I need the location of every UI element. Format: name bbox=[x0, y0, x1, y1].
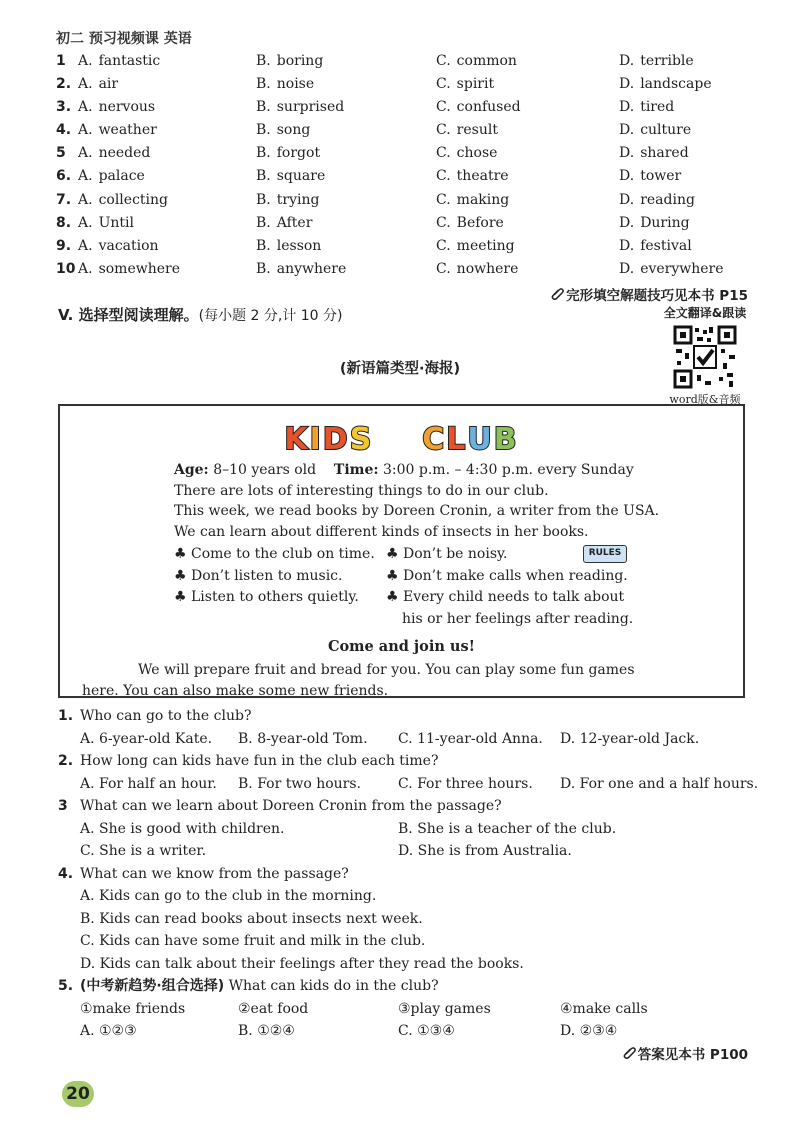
question-number: 6. bbox=[56, 168, 72, 185]
choice-item: ①make friends bbox=[80, 1000, 186, 1017]
option-c: C. theatre bbox=[436, 168, 509, 185]
question-1: 1. Who can go to the club? A. 6-year-old Kate. B. 8-year-old Tom. C. 11-year-old Anna. D. 12-year-old Jack. bbox=[58, 705, 758, 750]
option-c: C. making bbox=[436, 191, 510, 208]
question-tag: (中考新趋势·组合选择) bbox=[80, 978, 225, 994]
option-c: C. meeting bbox=[436, 237, 515, 254]
cloze-row bbox=[56, 189, 756, 212]
choice-item: ②eat food bbox=[238, 1000, 309, 1017]
cloze-row bbox=[56, 50, 756, 73]
answer-option[interactable]: A. For half an hour. bbox=[80, 775, 217, 792]
poster-title bbox=[60, 422, 743, 457]
option-b: B. boring bbox=[256, 53, 324, 69]
question-number: 3. bbox=[56, 99, 72, 116]
passage-type: (新语篇类型·海报) bbox=[339, 361, 461, 377]
kids-club-poster bbox=[58, 404, 745, 698]
answer-option[interactable]: B. She is a teacher of the club. bbox=[398, 820, 617, 837]
option-b: B. surprised bbox=[256, 99, 345, 116]
option-d: D. tired bbox=[619, 99, 675, 116]
poster-line: We can learn about different kinds of insects in her books. bbox=[174, 523, 589, 540]
option-b: B. lesson bbox=[256, 237, 322, 254]
question-number: 1 bbox=[56, 53, 66, 69]
answer-option[interactable]: D. 12-year-old Jack. bbox=[560, 730, 700, 747]
option-d: D. shared bbox=[619, 145, 689, 162]
rule-item: ♣ Listen to others quietly. bbox=[174, 589, 359, 605]
option-b: B. After bbox=[256, 214, 313, 231]
poster-title-kids: KIDS bbox=[284, 422, 374, 457]
option-d: D. everywhere bbox=[619, 260, 724, 277]
answer-option[interactable]: C. Kids can have some fruit and milk in the club. bbox=[80, 933, 426, 949]
answer-option[interactable]: D. Kids can talk about their feelings after they read the books. bbox=[80, 955, 524, 972]
option-a: A. nervous bbox=[78, 99, 156, 116]
poster-closing: We will prepare fruit and bread for you. You can play some fun games here. You can also make some new friends. bbox=[82, 662, 635, 699]
answer-option[interactable]: D. ②③④ bbox=[560, 1023, 618, 1039]
poster-info bbox=[174, 460, 734, 542]
answer-option[interactable]: C. For three hours. bbox=[398, 775, 533, 792]
option-d: D. culture bbox=[619, 122, 692, 139]
answer-option[interactable]: B. 8-year-old Tom. bbox=[238, 730, 368, 747]
rule-item: ♣ Come to the club on time. bbox=[174, 546, 375, 562]
answer-option[interactable]: A. She is good with children. bbox=[80, 820, 285, 837]
cloze-row bbox=[56, 235, 756, 258]
cloze-row bbox=[56, 119, 756, 142]
cloze-tip: 完形填空解题技巧见本书 P15 bbox=[550, 284, 748, 304]
rule-item: ♣ Don’t make calls when reading. bbox=[386, 567, 628, 584]
answer-option[interactable]: B. Kids can read books about insects next week. bbox=[80, 910, 423, 927]
option-a: A. fantastic bbox=[78, 53, 161, 69]
cloze-row bbox=[56, 165, 756, 188]
question-number: 7. bbox=[56, 191, 72, 208]
answer-option[interactable]: A. ①②③ bbox=[80, 1023, 137, 1039]
rule-item: ♣ Every child needs to talk about bbox=[386, 589, 625, 605]
rules-badge: RULES bbox=[583, 545, 627, 563]
option-d: D. tower bbox=[619, 168, 682, 185]
cloze-row bbox=[56, 212, 756, 235]
answer-tip: 答案见本书 P100 bbox=[622, 1043, 748, 1063]
question-number: 10 bbox=[56, 260, 76, 277]
question-3: 3 What can we learn about Doreen Cronin from the passage? A. She is good with children. B. She is a teacher of the club. C. She is a writer. D. She is from Australia. bbox=[58, 795, 758, 863]
option-b: B. noise bbox=[256, 76, 315, 93]
option-c: C. Before bbox=[436, 214, 504, 231]
answer-option[interactable]: A. 6-year-old Kate. bbox=[80, 730, 213, 747]
option-a: A. needed bbox=[78, 145, 151, 162]
answer-option[interactable]: C. She is a writer. bbox=[80, 843, 207, 859]
question-2: 2. How long can kids have fun in the club each time? A. For half an hour. B. For two hours. C. For three hours. D. For one and a half hours. bbox=[58, 750, 758, 795]
poster-line: This week, we read books by Doreen Cronin, a writer from the USA. bbox=[174, 503, 660, 519]
question-number: 5 bbox=[56, 145, 66, 162]
answer-option[interactable]: D. She is from Australia. bbox=[398, 843, 572, 859]
option-c: C. confused bbox=[436, 99, 521, 116]
option-c: C. spirit bbox=[436, 76, 495, 93]
question-number: 2. bbox=[56, 76, 72, 93]
option-d: D. terrible bbox=[619, 53, 694, 69]
option-c: C. result bbox=[436, 122, 498, 139]
answer-option[interactable]: A. Kids can go to the club in the morning. bbox=[80, 888, 377, 904]
option-a: A. weather bbox=[78, 122, 157, 139]
option-a: A. somewhere bbox=[78, 260, 180, 277]
qr-block[interactable] bbox=[650, 304, 760, 407]
question-number: 9. bbox=[56, 237, 72, 254]
option-b: B. anywhere bbox=[256, 260, 347, 277]
choice-item: ④make calls bbox=[560, 1000, 648, 1017]
option-d: D. landscape bbox=[619, 76, 712, 93]
option-b: B. song bbox=[256, 122, 311, 139]
question-5: 5. (中考新趋势·组合选择) What can kids do in the club? ①make friends ②eat food ③play games ④make calls A. ①②③ B. ①②④ C. ①③④ D. ②③④ bbox=[58, 975, 758, 1043]
answer-option[interactable]: D. For one and a half hours. bbox=[560, 775, 759, 792]
page-number: 20 bbox=[62, 1081, 94, 1107]
cloze-row bbox=[56, 258, 756, 281]
book-header: 初二 预习视频课 英语 bbox=[56, 31, 192, 47]
option-a: A. air bbox=[78, 76, 119, 93]
poster-title-club: CLUB bbox=[422, 422, 519, 457]
question-4: 4. What can we know from the passage? A. Kids can go to the club in the morning. B. Kids can read books about insects next week. C. Kids can have some fruit and milk in the club. D. Kids can talk about their feelings after they read the books. bbox=[58, 863, 758, 976]
option-a: A. vacation bbox=[78, 237, 159, 254]
rule-item: ♣ Don’t be noisy. bbox=[386, 546, 508, 562]
option-d: D. reading bbox=[619, 191, 695, 208]
option-c: C. chose bbox=[436, 145, 498, 162]
cloze-row bbox=[56, 96, 756, 119]
cloze-row bbox=[56, 73, 756, 96]
option-a: A. palace bbox=[78, 168, 145, 185]
section-score: (每小题 2 分,计 10 分) bbox=[198, 308, 343, 324]
option-b: B. forgot bbox=[256, 145, 321, 162]
option-c: C. common bbox=[436, 53, 517, 69]
option-b: B. square bbox=[256, 168, 326, 185]
answer-option[interactable]: C. ①③④ bbox=[398, 1023, 455, 1039]
poster-line: There are lots of interesting things to do in our club. bbox=[174, 482, 549, 499]
age-time-line: Age: 8–10 years old Time: 3:00 p.m. – 4:30 p.m. every Sunday bbox=[174, 462, 634, 478]
option-a: A. Until bbox=[78, 214, 134, 231]
qr-caption-top: 全文翻译&跟读 bbox=[663, 306, 747, 320]
answer-option[interactable]: B. For two hours. bbox=[238, 775, 361, 792]
option-b: B. trying bbox=[256, 191, 320, 208]
option-d: D. During bbox=[619, 214, 690, 231]
join-heading: Come and join us! bbox=[327, 638, 476, 655]
paperclip-icon bbox=[622, 1045, 636, 1059]
rule-item: ♣ Don’t listen to music. bbox=[174, 567, 343, 584]
qr-caption-bottom: word版&音频 bbox=[669, 393, 741, 406]
rule-item: his or her feelings after reading. bbox=[402, 610, 634, 627]
option-a: A. collecting bbox=[78, 191, 168, 208]
paperclip-icon bbox=[550, 286, 564, 300]
question-number: 4. bbox=[56, 122, 72, 139]
option-d: D. festival bbox=[619, 237, 692, 254]
answer-option[interactable]: B. ①②④ bbox=[238, 1023, 295, 1039]
cloze-options bbox=[56, 50, 756, 281]
option-c: C. nowhere bbox=[436, 260, 519, 277]
question-number: 8. bbox=[56, 214, 72, 231]
answer-option[interactable]: C. 11-year-old Anna. bbox=[398, 730, 543, 747]
cloze-row bbox=[56, 142, 756, 165]
section-title: V. 选择型阅读理解。(每小题 2 分,计 10 分) bbox=[58, 306, 343, 324]
choice-item: ③play games bbox=[398, 1000, 491, 1017]
reading-questions bbox=[58, 705, 758, 1043]
